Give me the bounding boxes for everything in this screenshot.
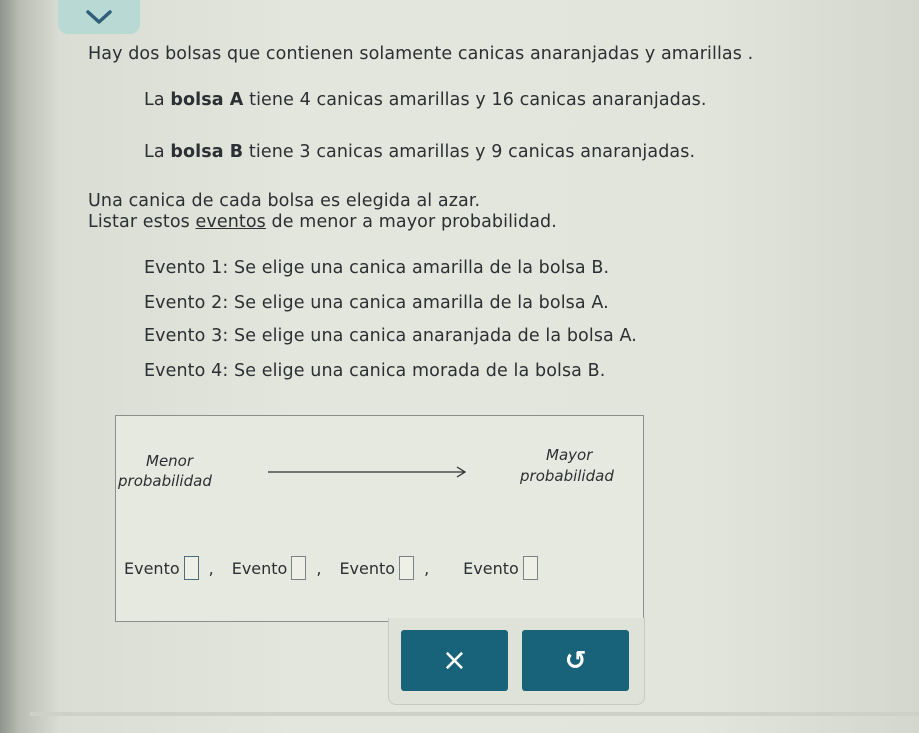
answer-slots: Evento , Evento , Evento , Evento <box>124 556 538 580</box>
chevron-down-icon <box>84 9 114 25</box>
high-label: Mayor <box>546 446 593 464</box>
event-4: Evento 4: Se elige una canica morada de la bolsa B. <box>144 361 606 381</box>
bag-a-label: bolsa A <box>170 90 244 110</box>
event-1: Evento 1: Se elige una canica amarilla de la bolsa B. <box>144 258 610 278</box>
clear-button[interactable] <box>401 630 508 691</box>
bag-b-description: La bolsa B tiene 3 canicas amarillas y 9 canicas anaranjadas. <box>144 142 696 162</box>
low-label-probability: probabilidad <box>118 472 212 490</box>
slot-1-input[interactable] <box>184 556 199 580</box>
slot-2: Evento <box>232 556 307 580</box>
collapse-tab[interactable] <box>58 0 140 34</box>
event-3: Evento 3: Se elige una canica anaranjada de la bolsa A. <box>144 326 637 346</box>
slot-3: Evento <box>339 556 414 580</box>
pick-text: Una canica de cada bolsa es elegida al azar. <box>88 191 481 211</box>
slot-3-input[interactable] <box>399 556 414 580</box>
slot-1: Evento <box>124 556 199 580</box>
footer-divider <box>30 712 919 716</box>
answer-panel <box>115 415 644 622</box>
undo-button[interactable] <box>522 630 629 691</box>
eventos-link[interactable]: eventos <box>195 212 266 232</box>
bag-a-description: La bolsa A tiene 4 canicas amarillas y 16 canicas anaranjadas. <box>144 90 707 110</box>
slot-4: Evento <box>463 556 538 580</box>
low-label: Menor <box>146 452 194 470</box>
intro-text: Hay dos bolsas que contienen solamente canicas anaranjadas y amarillas . <box>88 44 754 64</box>
instruction-text: Listar estos eventos de menor a mayor probabilidad. <box>88 212 557 232</box>
slot-2-input[interactable] <box>291 556 306 580</box>
high-label-probability: probabilidad <box>520 467 614 485</box>
slot-4-input[interactable] <box>523 556 538 580</box>
bag-b-label: bolsa B <box>170 142 244 162</box>
undo-icon: ↺ <box>564 645 587 676</box>
direction-arrow-icon <box>268 466 468 478</box>
event-2: Evento 2: Se elige una canica amarilla de la bolsa A. <box>144 293 609 313</box>
close-icon: × <box>441 642 468 678</box>
